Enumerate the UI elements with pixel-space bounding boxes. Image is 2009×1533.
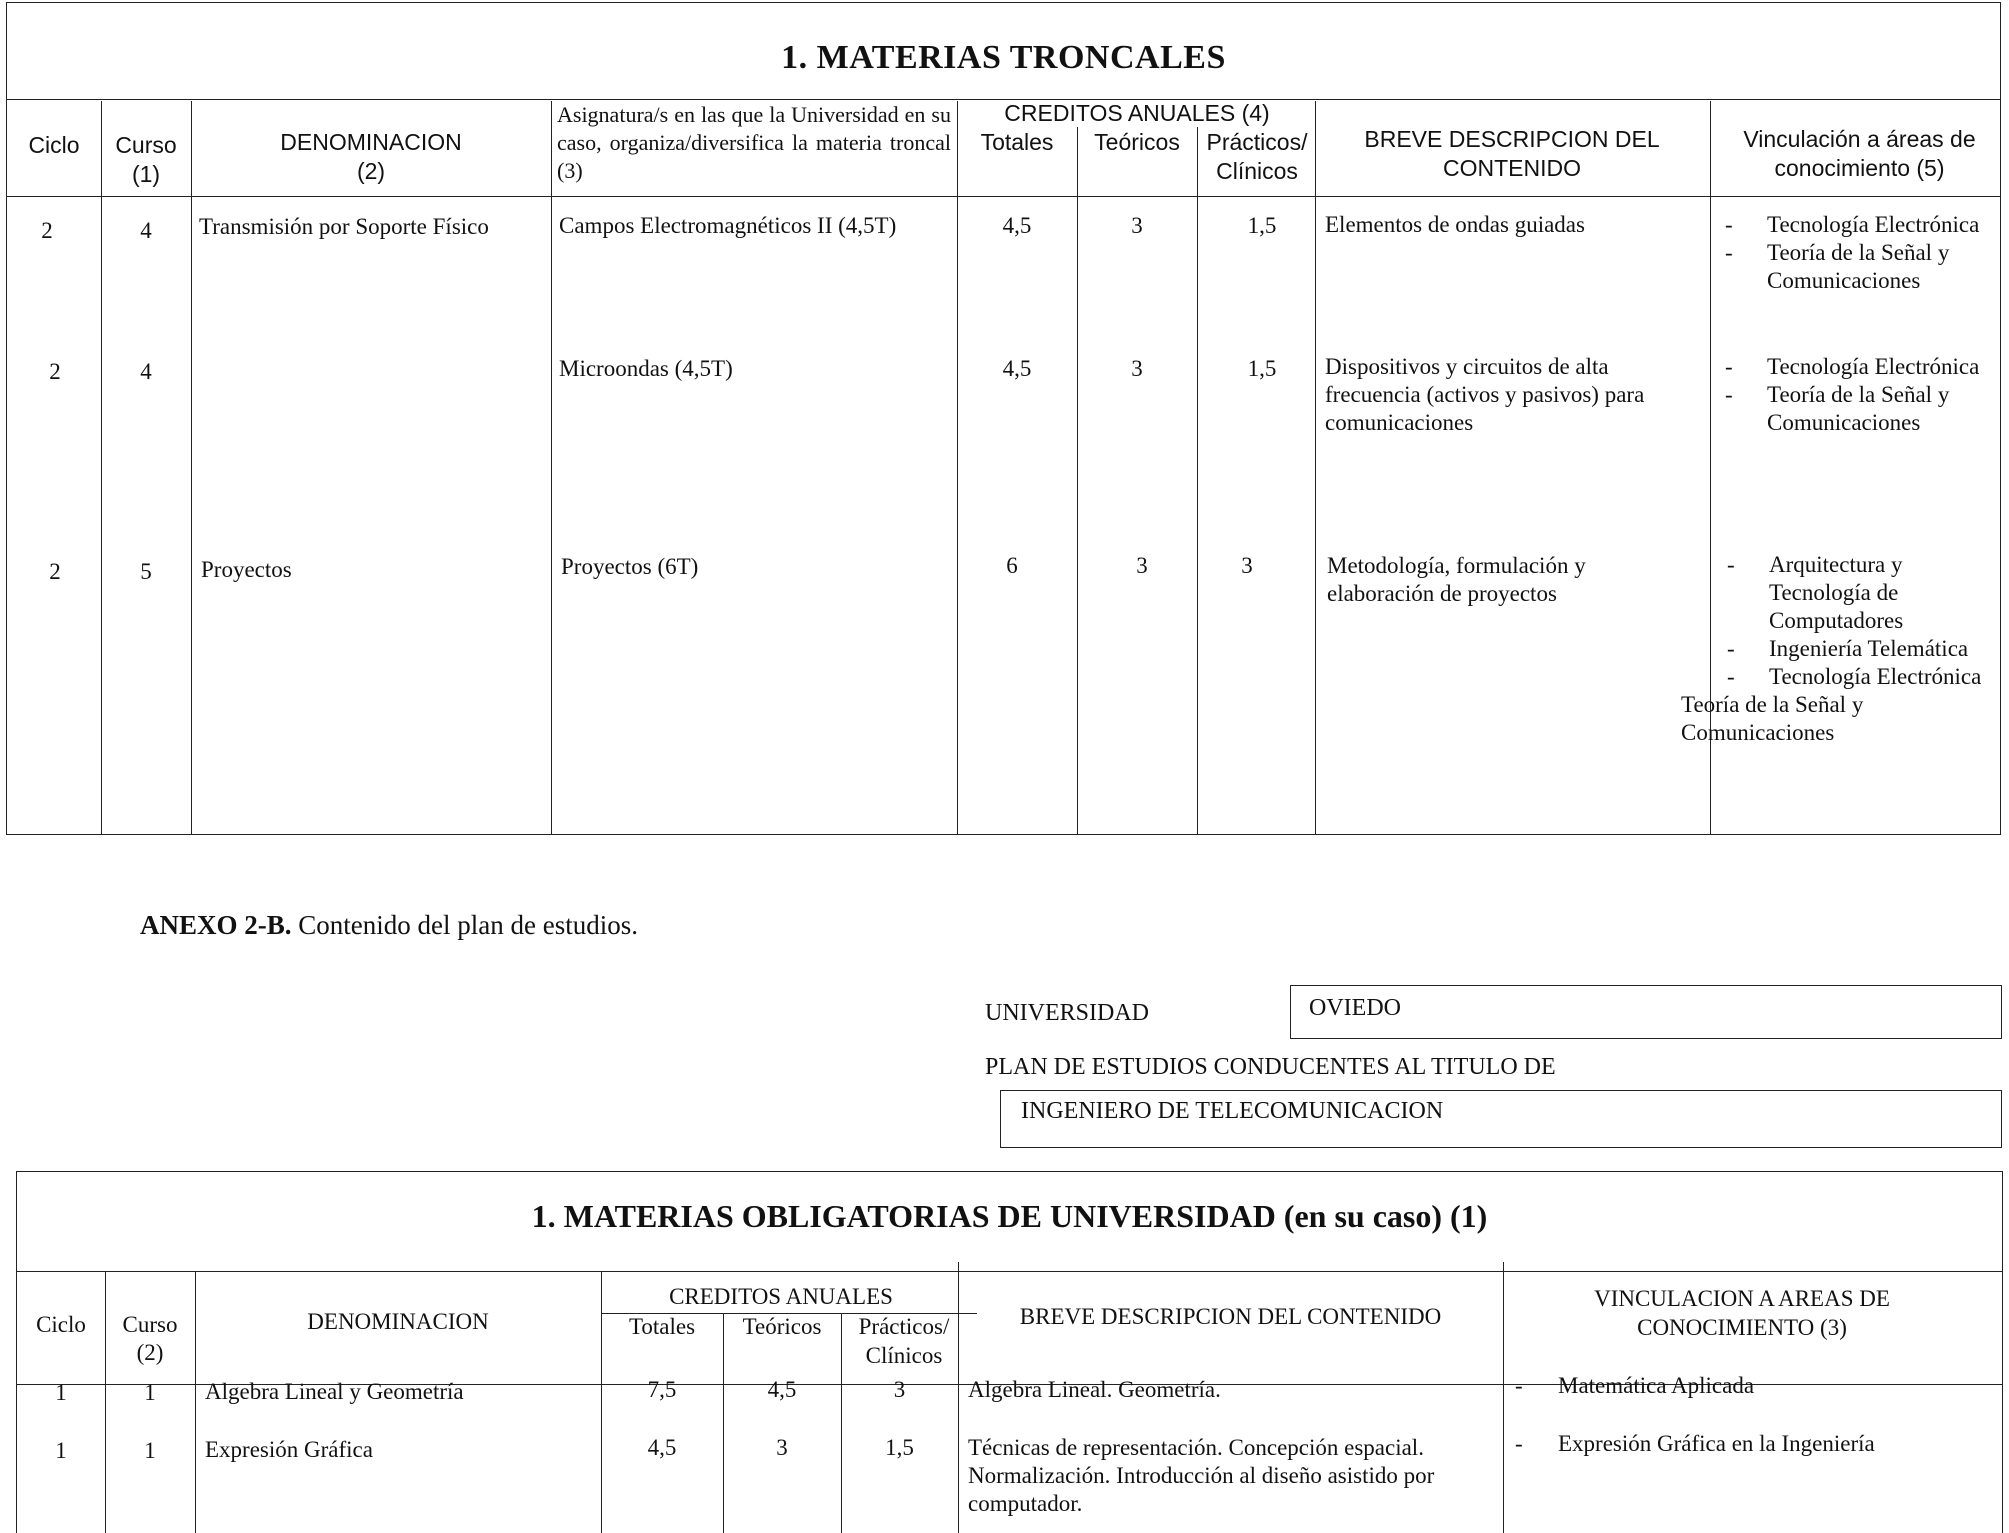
header-descripcion: BREVE DESCRIPCION DEL CONTENIDO xyxy=(1364,126,1660,181)
header-ciclo: Ciclo xyxy=(36,1312,86,1337)
row1-curso: 1 xyxy=(144,1380,156,1405)
row2-totales: 4,5 xyxy=(1002,356,1032,381)
header-curso: Curso xyxy=(122,1312,178,1337)
header-descripcion: BREVE DESCRIPCION DEL CONTENIDO xyxy=(1019,1304,1442,1329)
area-item: - Ingeniería Telemática xyxy=(1725,635,2000,663)
area-item: - Matemática Aplicada xyxy=(1513,1372,1993,1400)
troncales-table xyxy=(6,2,2001,835)
row2-curso: 4 xyxy=(140,359,152,384)
row2-totales: 4,5 xyxy=(647,1435,677,1460)
header-divider xyxy=(7,196,2000,197)
area-item: - Tecnología Electrónica xyxy=(1725,663,2000,691)
header-curso-note: (1) xyxy=(131,161,161,187)
area-item: - Tecnología Electrónica xyxy=(1723,353,1993,381)
row1-denominacion: Transmisión por Soporte Físico xyxy=(199,214,489,239)
annex-heading xyxy=(140,910,638,941)
row2-descripcion: Dispositivos y circuitos de alta frecuencia (activos y pasivos) para comunicaciones xyxy=(1325,354,1645,435)
row2-teoricos: 3 xyxy=(1131,356,1143,381)
header-creditos: CREDITOS ANUALES (4) xyxy=(1004,100,1270,126)
row2-denominacion: Expresión Gráfica xyxy=(205,1437,373,1462)
row1-descripcion: Elementos de ondas guiadas xyxy=(1325,212,1585,237)
row2-practicos: 1,5 xyxy=(1247,356,1277,381)
row1-totales: 4,5 xyxy=(1002,213,1032,238)
row2-teoricos: 3 xyxy=(776,1435,788,1460)
table-title: 1. MATERIAS OBLIGATORIAS DE UNIVERSIDAD (en su caso) (1) xyxy=(531,1198,1488,1234)
annex-text: Contenido del plan de estudios. xyxy=(298,910,638,940)
row2-curso: 1 xyxy=(144,1438,156,1463)
area-item: - Teoría de la Señal y Comunicaciones xyxy=(1723,239,1993,295)
area-item: - Tecnología Electrónica xyxy=(1723,211,1993,239)
header-curso: Curso xyxy=(115,132,177,158)
row3-areas xyxy=(1681,551,2000,747)
header-teoricos: Teóricos xyxy=(1094,129,1180,155)
plan-value: INGENIERO DE TELECOMUNICACION xyxy=(1000,1090,2002,1148)
row3-curso: 5 xyxy=(140,559,152,584)
header-teoricos: Teóricos xyxy=(742,1314,822,1339)
row2-areas xyxy=(1723,353,1993,437)
row2-asignatura: Microondas (4,5T) xyxy=(559,356,733,381)
header-totales: Totales xyxy=(980,129,1054,155)
row2-practicos: 1,5 xyxy=(885,1435,914,1460)
area-item: - Expresión Gráfica en la Ingeniería xyxy=(1513,1430,1993,1458)
header-totales: Totales xyxy=(628,1314,696,1339)
header-creditos: CREDITOS ANUALES xyxy=(669,1284,893,1309)
row2-ciclo: 2 xyxy=(49,359,61,384)
university-label: UNIVERSIDAD xyxy=(985,1000,1149,1026)
row2-descripcion: Técnicas de representación. Concepción espacial. Normalización. Introducción al diseño asistido por computador. xyxy=(968,1435,1435,1516)
header-asignatura: Asignatura/s en las que la Universidad en su caso, organiza/diversifica la materia troncal (3) xyxy=(557,102,951,183)
row1-curso: 4 xyxy=(140,218,152,243)
area-item: - Teoría de la Señal y Comunicaciones xyxy=(1723,381,1993,437)
row2-ciclo: 1 xyxy=(55,1438,67,1463)
header-vinculacion: VINCULACION A AREAS DE CONOCIMIENTO (3) xyxy=(1594,1286,1890,1340)
row3-teoricos: 3 xyxy=(1136,553,1148,578)
plan-label: PLAN DE ESTUDIOS CONDUCENTES AL TITULO DE xyxy=(985,1054,1556,1080)
row1-teoricos: 4,5 xyxy=(767,1377,797,1402)
row1-practicos: 1,5 xyxy=(1247,213,1277,238)
row1-descripcion: Algebra Lineal. Geometría. xyxy=(968,1377,1221,1402)
header-vinculacion: Vinculación a áreas de conocimiento (5) xyxy=(1743,126,1976,181)
row1-areas xyxy=(1513,1372,1993,1400)
header-denominacion: DENOMINACION xyxy=(307,1309,489,1334)
row1-asignatura: Campos Electromagnéticos II (4,5T) xyxy=(559,213,897,238)
header-practicos: Prácticos/ Clínicos xyxy=(858,1314,950,1368)
row3-practicos: 3 xyxy=(1241,553,1253,578)
row1-ciclo: 2 xyxy=(41,218,53,243)
row3-ciclo: 2 xyxy=(49,559,61,584)
header-curso-note: (2) xyxy=(136,1340,164,1365)
obligatorias-table xyxy=(16,1171,2003,1533)
university-value: OVIEDO xyxy=(1290,985,2002,1039)
row3-asignatura: Proyectos (6T) xyxy=(561,554,699,579)
header-practicos: Prácticos/ Clínicos xyxy=(1206,129,1308,184)
header-ciclo: Ciclo xyxy=(28,132,80,158)
header-denominacion: DENOMINACION xyxy=(280,129,462,155)
area-item: Teoría de la Señal y Comunicaciones xyxy=(1681,692,1864,745)
header-denominacion-note: (2) xyxy=(356,158,386,184)
row1-denominacion: Algebra Lineal y Geometría xyxy=(205,1379,464,1404)
annex-label: ANEXO 2-B. xyxy=(140,910,292,940)
table-title: 1. MATERIAS TRONCALES xyxy=(781,39,1226,76)
row2-areas xyxy=(1513,1430,1993,1458)
row1-ciclo: 1 xyxy=(55,1380,67,1405)
row1-totales: 7,5 xyxy=(647,1377,677,1402)
row1-practicos: 3 xyxy=(893,1377,906,1402)
row1-areas xyxy=(1723,211,1993,295)
row1-teoricos: 3 xyxy=(1131,213,1143,238)
row3-descripcion: Metodología, formulación y elaboración de proyectos xyxy=(1327,553,1586,606)
row3-totales: 6 xyxy=(1006,553,1018,578)
area-item: - Arquitectura y Tecnología de Computadores xyxy=(1725,551,2000,635)
row3-denominacion: Proyectos xyxy=(201,557,292,582)
